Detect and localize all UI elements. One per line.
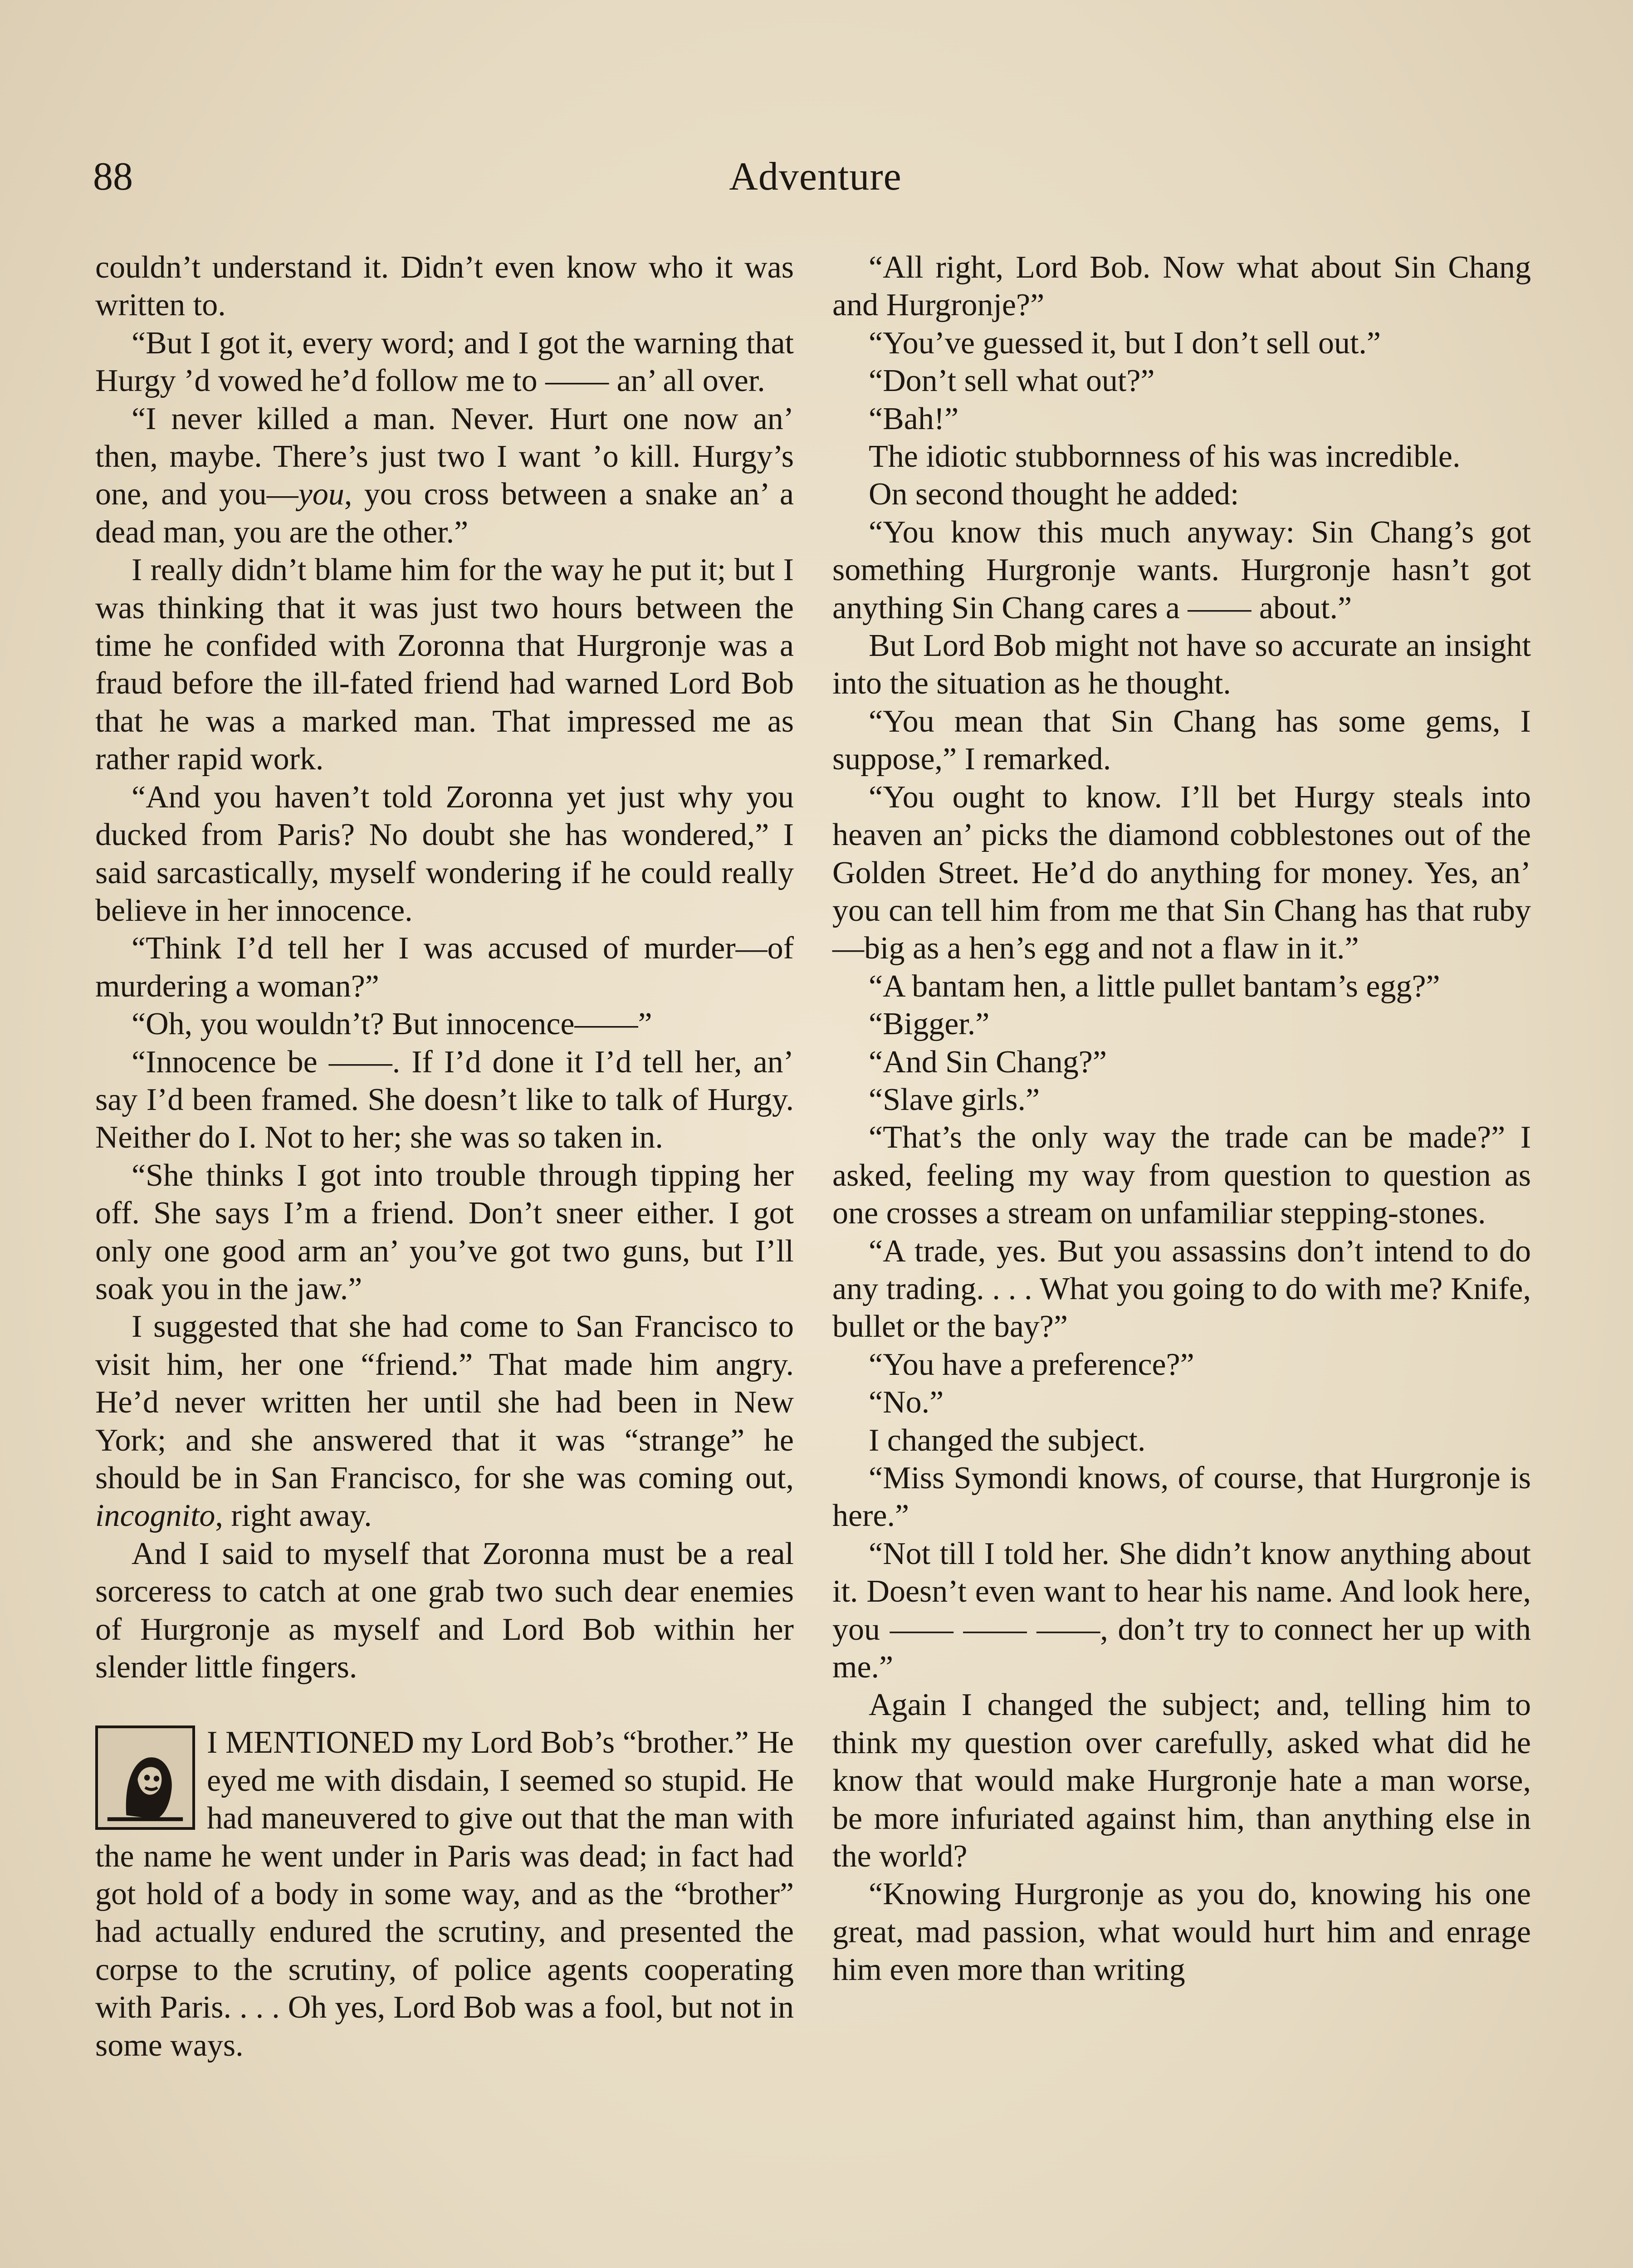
left-column xyxy=(95,249,794,2064)
paragraph: “Think I’d tell her I was accused of murder—of murdering a woman?” xyxy=(95,931,794,1004)
running-title: Adventure xyxy=(729,155,902,199)
paragraph: Again I changed the subject; and, telling him to think my question over carefully, asked what did he know that would make Hurgronje hate a man worse, be more infuriated against him, than anything else in the world? xyxy=(832,1687,1531,1874)
right-column xyxy=(832,249,1531,1989)
paragraph: But Lord Bob might not have so accurate an insight into the situation as he thought. xyxy=(832,628,1531,701)
section-start xyxy=(95,1724,794,2064)
paragraph: “And you haven’t told Zoronna yet just why you ducked from Paris? No doubt she has wondered,” I said sarcastically, myself wondering if he could really believe in her innocence. xyxy=(95,779,794,928)
paragraph: “Bah!” xyxy=(869,401,959,436)
paragraph: I changed the subject. xyxy=(869,1422,1146,1458)
paragraph-text: , right away. xyxy=(215,1498,372,1534)
paragraph: “And Sin Chang?” xyxy=(869,1044,1107,1080)
paragraph: “Slave girls.” xyxy=(869,1082,1040,1117)
paragraph xyxy=(95,1308,794,1535)
italic-text: you xyxy=(298,477,344,512)
page-header xyxy=(93,150,1538,213)
paragraph: And I said to myself that Zoronna must be a real sorceress to catch at one grab two such dear enemies of Hurgronje as myself and Lord Bob within her slender little fingers. xyxy=(95,1536,794,1685)
paragraph: “You’ve guessed it, but I don’t sell out.” xyxy=(869,325,1381,361)
paragraph-text: “I never killed a man. Never. Hurt one now an’ then, maybe. There’s just two I want ’o kill. Hurgy’s one, and you— xyxy=(95,401,794,512)
paragraph: “Knowing Hurgronje as you do, knowing his one great, mad passion, what would hurt him and enrage him even more than writing xyxy=(832,1877,1531,1988)
paragraph: On second thought he added: xyxy=(869,477,1239,512)
paragraph: “Miss Symondi knows, of course, that Hurgronje is here.” xyxy=(832,1461,1531,1534)
paragraph: I MENTIONED my Lord Bob’s “brother.” He eyed me with disdain, I seemed so stupid. He had maneuvered to give out that the man with the name he went under in Paris was dead; in fact had got hold of a body in some way, and as the “brother” had actually endured the scrutiny, and presented the corpse to the scrutiny, of police agents cooperating with Paris. . . . Oh yes, Lord Bob was a fool, but not in some ways. xyxy=(95,1725,794,2063)
paragraph: “You mean that Sin Chang has some gems, I suppose,” I remarked. xyxy=(832,704,1531,777)
paragraph: “Not till I told her. She didn’t know anything about it. Doesn’t even want to hear his name. And look here, you —— —— ——, don’t try to connect her up with me.” xyxy=(832,1536,1531,1685)
paragraph: “All right, Lord Bob. Now what about Sin Chang and Hurgronje?” xyxy=(832,250,1531,323)
paragraph: The idiotic stubbornness of his was incredible. xyxy=(869,439,1461,474)
paragraph: “Don’t sell what out?” xyxy=(869,363,1155,399)
paragraph: “Oh, you wouldn’t? But innocence——” xyxy=(132,1007,652,1042)
paragraph: “A trade, yes. But you assassins don’t intend to do any trading. . . . What you going to do with me? Knife, bullet or the bay?” xyxy=(832,1233,1531,1344)
portrait-dropcap-icon xyxy=(95,1725,195,1830)
paragraph: “She thinks I got into trouble through tipping her off. She says I’m a friend. Don’t sneer either. I got only one good arm an’ you’ve got two guns, but I’ll soak you in the jaw.” xyxy=(95,1158,794,1306)
paragraph: “A bantam hen, a little pullet bantam’s egg?” xyxy=(869,968,1440,1004)
paragraph: “But I got it, every word; and I got the warning that Hurgy ’d vowed he’d follow me to —— an’ all over. xyxy=(95,325,794,399)
paragraph: “Innocence be ——. If I’d done it I’d tell her, an’ say I’d been framed. She doesn’t like to talk of Hurgy. Neither do I. Not to her; she was so taken in. xyxy=(95,1044,794,1155)
paragraph: “You ought to know. I’ll bet Hurgy steals into heaven an’ picks the diamond cobblestones out of the Golden Street. He’d do anything for money. Yes, an’ you can tell him from me that Sin Chang has that ruby—big as a hen’s egg and not a flaw in it.” xyxy=(832,779,1531,966)
paragraph: couldn’t understand it. Didn’t even know who it was written to. xyxy=(95,250,794,323)
paragraph: “You have a preference?” xyxy=(869,1347,1194,1382)
paragraph: “You know this much anyway: Sin Chang’s got something Hurgronje wants. Hurgronje hasn’t got anything Sin Chang cares a —— about.” xyxy=(832,514,1531,626)
paragraph: “Bigger.” xyxy=(869,1007,990,1042)
paragraph: “No.” xyxy=(869,1385,944,1420)
italic-text: incognito xyxy=(95,1498,215,1534)
paragraph: I really didn’t blame him for the way he put it; but I was thinking that it was just two hours between the time he confided with Zoronna that Hurgronje was a fraud before the ill-fated friend had warned Lord Bob that he was a marked man. That impressed me as rather rapid work. xyxy=(95,552,794,777)
paragraph-text: I suggested that she had come to San Francisco to visit him, her one “friend.” That made him angry. He’d never written her until she had been in New York; and she answered that it was “strange” he should be in San Francisco, for she was coming out, xyxy=(95,1309,794,1496)
paragraph: “That’s the only way the trade can be made?” I asked, feeling my way from question to question as one crosses a stream on unfamiliar stepping-stones. xyxy=(832,1120,1531,1231)
paragraph xyxy=(95,400,794,552)
paragraph-text: , you cross between a snake an’ a dead man, you are the other.” xyxy=(95,477,794,550)
page-number: 88 xyxy=(93,155,133,199)
